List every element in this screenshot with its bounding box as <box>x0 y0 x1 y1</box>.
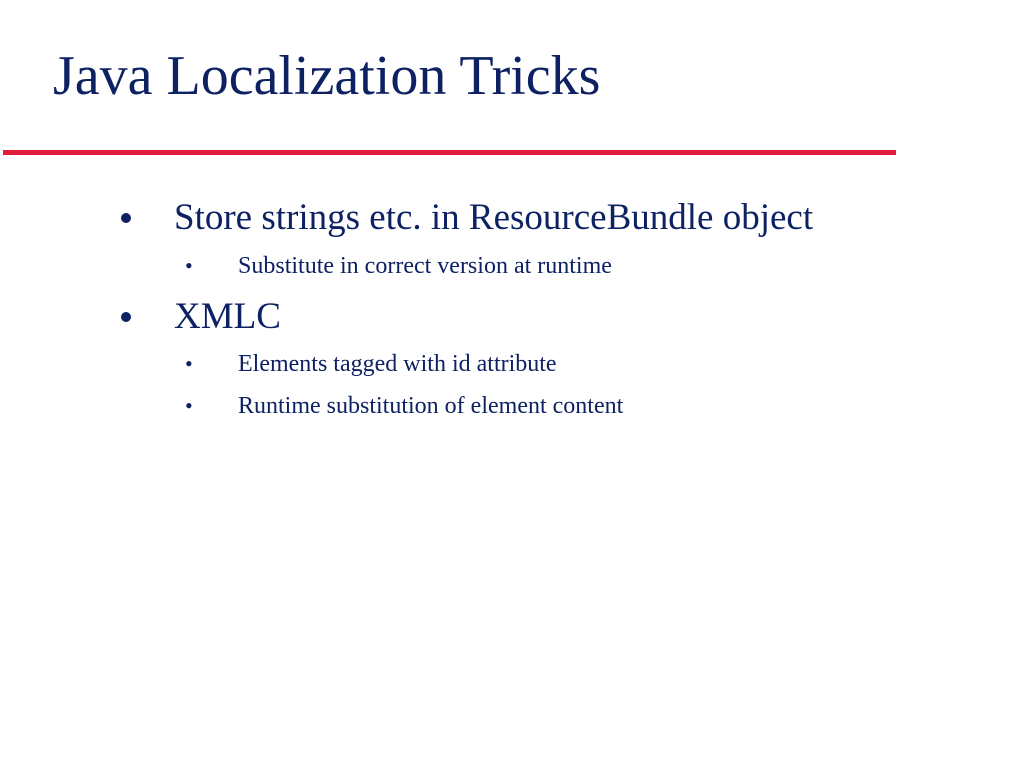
sub-bullet-item <box>0 391 1024 421</box>
slide-title: Java Localization Tricks <box>53 45 601 107</box>
sub-bullet-dot-icon: • <box>185 393 193 418</box>
bullet-item <box>0 295 1024 339</box>
title-divider <box>3 150 896 155</box>
sub-bullet-text: Elements tagged with id attribute <box>238 351 557 377</box>
sub-bullet-text: Runtime substitution of element content <box>238 393 624 419</box>
sub-bullet-text: Substitute in correct version at runtime <box>238 253 612 279</box>
bullet-item <box>0 196 1024 240</box>
sub-bullet-dot-icon: • <box>185 351 193 376</box>
bullet-text: Store strings etc. in ResourceBundle object <box>174 197 814 238</box>
bullet-dot-icon <box>121 312 131 322</box>
sub-bullet-dot-icon: • <box>185 253 193 278</box>
sub-bullet-item <box>0 349 1024 379</box>
bullet-text: XMLC <box>174 296 281 337</box>
bullet-dot-icon <box>121 213 131 223</box>
sub-bullet-item <box>0 251 1024 281</box>
